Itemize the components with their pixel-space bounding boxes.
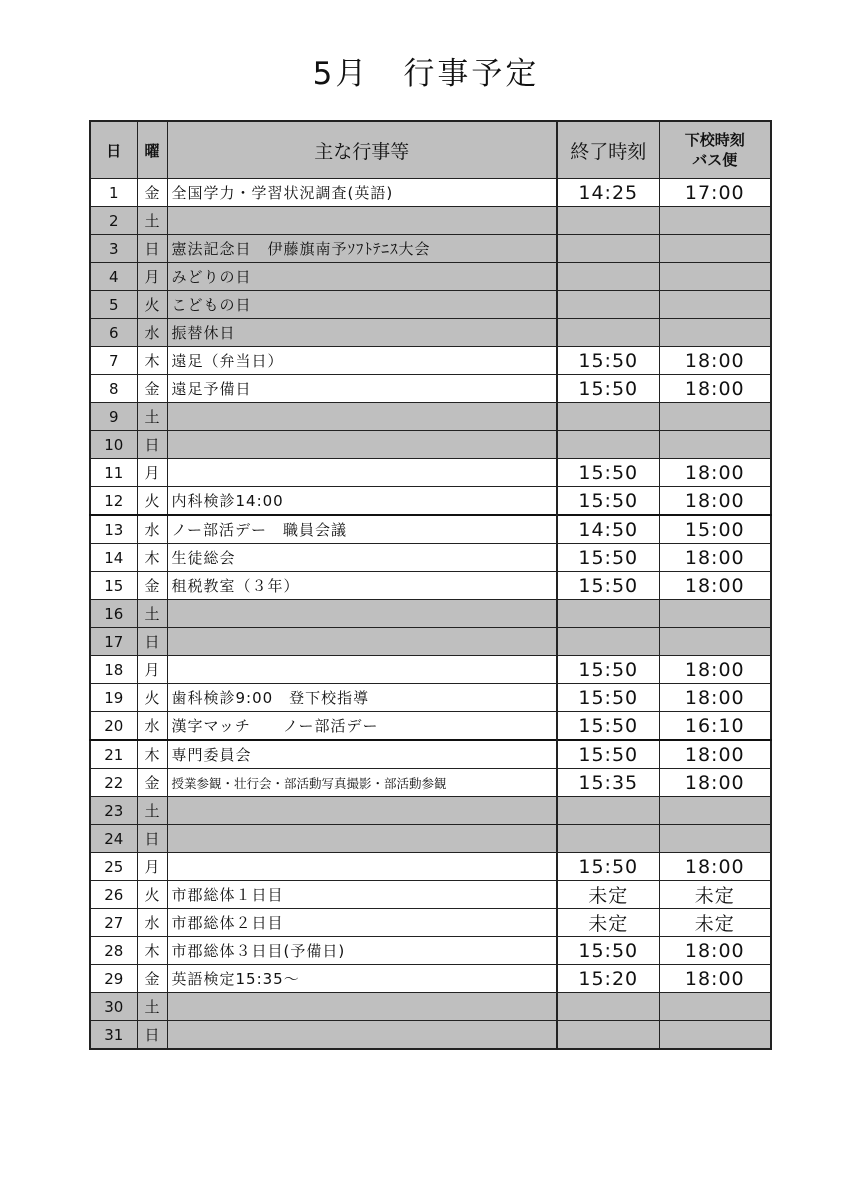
- event-cell: 漢字マッチ ノー部活デー: [167, 712, 557, 741]
- day-cell: 14: [90, 544, 137, 572]
- day-cell: 3: [90, 235, 137, 263]
- event-cell: 歯科検診9:00 登下校指導: [167, 684, 557, 712]
- weekday-cell: 木: [137, 937, 167, 965]
- header-bus-line1: 下校時刻: [684, 131, 745, 149]
- event-cell: 振替休日: [167, 319, 557, 347]
- page-title: 5月 行事予定: [312, 56, 540, 92]
- table-row: [90, 712, 771, 741]
- event-cell: 内科検診14:00: [167, 487, 557, 516]
- day-cell: 17: [90, 628, 137, 656]
- event-cell: [167, 600, 557, 628]
- end-time-cell: [557, 825, 659, 853]
- event-cell: 専門委員会: [167, 740, 557, 769]
- end-time-cell: 15:50: [557, 375, 659, 403]
- day-cell: 29: [90, 965, 137, 993]
- weekday-cell: 日: [137, 628, 167, 656]
- end-time-cell: 15:50: [557, 347, 659, 375]
- weekday-cell: 金: [137, 769, 167, 797]
- schedule-table: [89, 120, 772, 1050]
- end-time-cell: 15:50: [557, 712, 659, 741]
- weekday-cell: 金: [137, 179, 167, 207]
- day-cell: 4: [90, 263, 137, 291]
- event-cell: 租税教室（３年）: [167, 572, 557, 600]
- bus-time-cell: [659, 403, 771, 431]
- header-bus-line2: バス便: [692, 151, 738, 169]
- weekday-cell: 日: [137, 1021, 167, 1050]
- event-cell: 市郡総体３日目(予備日): [167, 937, 557, 965]
- end-time-cell: [557, 431, 659, 459]
- day-cell: 10: [90, 431, 137, 459]
- table-row: [90, 431, 771, 459]
- event-cell: 市郡総体１日目: [167, 881, 557, 909]
- bus-time-cell: 18:00: [659, 656, 771, 684]
- weekday-cell: 土: [137, 993, 167, 1021]
- table-row: [90, 179, 771, 207]
- day-cell: 15: [90, 572, 137, 600]
- day-cell: 16: [90, 600, 137, 628]
- day-cell: 26: [90, 881, 137, 909]
- weekday-cell: 金: [137, 375, 167, 403]
- bus-time-cell: [659, 207, 771, 235]
- bus-time-cell: [659, 431, 771, 459]
- weekday-cell: 金: [137, 572, 167, 600]
- day-cell: 18: [90, 656, 137, 684]
- bus-time-cell: 18:00: [659, 459, 771, 487]
- day-cell: 12: [90, 487, 137, 516]
- event-cell: ノー部活デー 職員会議: [167, 515, 557, 544]
- event-cell: 憲法記念日 伊藤旗南予ｿﾌﾄﾃﾆｽ大会: [167, 235, 557, 263]
- end-time-cell: 15:35: [557, 769, 659, 797]
- table-row: [90, 684, 771, 712]
- header-bus-time: [659, 121, 771, 179]
- end-time-cell: [557, 1021, 659, 1050]
- weekday-cell: 水: [137, 319, 167, 347]
- table-row: [90, 207, 771, 235]
- table-row: [90, 1021, 771, 1050]
- table-row: [90, 544, 771, 572]
- table-row: [90, 993, 771, 1021]
- table-row: [90, 909, 771, 937]
- header-row: [90, 121, 771, 179]
- weekday-cell: 木: [137, 544, 167, 572]
- weekday-cell: 火: [137, 487, 167, 516]
- event-cell: [167, 656, 557, 684]
- day-cell: 19: [90, 684, 137, 712]
- event-cell: こどもの日: [167, 291, 557, 319]
- event-cell: 全国学力・学習状況調査(英語): [167, 179, 557, 207]
- header-day: 日: [90, 121, 137, 179]
- bus-time-cell: 15:00: [659, 515, 771, 544]
- day-cell: 28: [90, 937, 137, 965]
- day-cell: 24: [90, 825, 137, 853]
- weekday-cell: 火: [137, 881, 167, 909]
- table-row: [90, 937, 771, 965]
- end-time-cell: 未定: [557, 909, 659, 937]
- event-cell: [167, 403, 557, 431]
- day-cell: 25: [90, 853, 137, 881]
- header-events: 主な行事等: [167, 121, 557, 179]
- event-cell: 英語検定15:35～: [167, 965, 557, 993]
- table-row: [90, 291, 771, 319]
- table-row: [90, 825, 771, 853]
- end-time-cell: [557, 993, 659, 1021]
- table-row: [90, 403, 771, 431]
- bus-time-cell: 18:00: [659, 769, 771, 797]
- table-row: [90, 375, 771, 403]
- table-row: [90, 235, 771, 263]
- table-row: [90, 740, 771, 769]
- weekday-cell: 水: [137, 712, 167, 741]
- weekday-cell: 日: [137, 431, 167, 459]
- day-cell: 8: [90, 375, 137, 403]
- end-time-cell: [557, 403, 659, 431]
- bus-time-cell: [659, 1021, 771, 1050]
- end-time-cell: 15:50: [557, 544, 659, 572]
- table-row: [90, 853, 771, 881]
- table-row: [90, 797, 771, 825]
- weekday-cell: 木: [137, 740, 167, 769]
- event-cell: 遠足（弁当日）: [167, 347, 557, 375]
- table-row: [90, 600, 771, 628]
- day-cell: 11: [90, 459, 137, 487]
- event-cell: 市郡総体２日目: [167, 909, 557, 937]
- end-time-cell: 15:50: [557, 937, 659, 965]
- end-time-cell: [557, 600, 659, 628]
- weekday-cell: 土: [137, 403, 167, 431]
- weekday-cell: 日: [137, 825, 167, 853]
- bus-time-cell: [659, 263, 771, 291]
- bus-time-cell: 18:00: [659, 853, 771, 881]
- weekday-cell: 火: [137, 684, 167, 712]
- weekday-cell: 日: [137, 235, 167, 263]
- day-cell: 9: [90, 403, 137, 431]
- table-row: [90, 769, 771, 797]
- day-cell: 5: [90, 291, 137, 319]
- end-time-cell: [557, 797, 659, 825]
- weekday-cell: 金: [137, 965, 167, 993]
- weekday-cell: 火: [137, 291, 167, 319]
- end-time-cell: [557, 207, 659, 235]
- weekday-cell: 月: [137, 853, 167, 881]
- table-row: [90, 656, 771, 684]
- bus-time-cell: 18:00: [659, 740, 771, 769]
- end-time-cell: [557, 628, 659, 656]
- end-time-cell: [557, 319, 659, 347]
- header-end-time: 終了時刻: [557, 121, 659, 179]
- bus-time-cell: 18:00: [659, 572, 771, 600]
- event-cell: [167, 825, 557, 853]
- bus-time-cell: 18:00: [659, 375, 771, 403]
- table-row: [90, 459, 771, 487]
- bus-time-cell: 18:00: [659, 684, 771, 712]
- event-cell: [167, 459, 557, 487]
- day-cell: 20: [90, 712, 137, 741]
- table-row: [90, 628, 771, 656]
- end-time-cell: 15:50: [557, 487, 659, 516]
- end-time-cell: 15:50: [557, 684, 659, 712]
- end-time-cell: 15:50: [557, 656, 659, 684]
- end-time-cell: 15:50: [557, 572, 659, 600]
- end-time-cell: 15:20: [557, 965, 659, 993]
- weekday-cell: 月: [137, 263, 167, 291]
- day-cell: 31: [90, 1021, 137, 1050]
- bus-time-cell: 18:00: [659, 487, 771, 516]
- table-row: [90, 881, 771, 909]
- event-cell: [167, 853, 557, 881]
- event-cell: [167, 1021, 557, 1050]
- bus-time-cell: 18:00: [659, 965, 771, 993]
- table-row: [90, 515, 771, 544]
- weekday-cell: 土: [137, 207, 167, 235]
- weekday-cell: 土: [137, 797, 167, 825]
- weekday-cell: 水: [137, 515, 167, 544]
- bus-time-cell: 18:00: [659, 937, 771, 965]
- weekday-cell: 水: [137, 909, 167, 937]
- bus-time-cell: 未定: [659, 909, 771, 937]
- table-row: [90, 965, 771, 993]
- bus-time-cell: [659, 291, 771, 319]
- day-cell: 6: [90, 319, 137, 347]
- event-cell: みどりの日: [167, 263, 557, 291]
- day-cell: 7: [90, 347, 137, 375]
- day-cell: 2: [90, 207, 137, 235]
- end-time-cell: [557, 235, 659, 263]
- end-time-cell: 未定: [557, 881, 659, 909]
- event-cell: [167, 797, 557, 825]
- day-cell: 23: [90, 797, 137, 825]
- bus-time-cell: 未定: [659, 881, 771, 909]
- bus-time-cell: [659, 825, 771, 853]
- weekday-cell: 土: [137, 600, 167, 628]
- weekday-cell: 月: [137, 656, 167, 684]
- end-time-cell: [557, 291, 659, 319]
- event-cell: 遠足予備日: [167, 375, 557, 403]
- bus-time-cell: 18:00: [659, 544, 771, 572]
- table-row: [90, 572, 771, 600]
- end-time-cell: [557, 263, 659, 291]
- header-weekday: 曜: [137, 121, 167, 179]
- event-cell: [167, 431, 557, 459]
- event-cell: 生徒総会: [167, 544, 557, 572]
- day-cell: 1: [90, 179, 137, 207]
- bus-time-cell: [659, 319, 771, 347]
- event-cell: 授業参観・壮行会・部活動写真撮影・部活動参観: [167, 769, 557, 797]
- day-cell: 22: [90, 769, 137, 797]
- weekday-cell: 木: [137, 347, 167, 375]
- bus-time-cell: [659, 235, 771, 263]
- day-cell: 21: [90, 740, 137, 769]
- table-row: [90, 487, 771, 516]
- event-cell: [167, 207, 557, 235]
- bus-time-cell: [659, 628, 771, 656]
- table-row: [90, 263, 771, 291]
- event-cell: [167, 993, 557, 1021]
- table-row: [90, 319, 771, 347]
- bus-time-cell: [659, 797, 771, 825]
- day-cell: 27: [90, 909, 137, 937]
- weekday-cell: 月: [137, 459, 167, 487]
- bus-time-cell: 16:10: [659, 712, 771, 741]
- bus-time-cell: [659, 600, 771, 628]
- bus-time-cell: 17:00: [659, 179, 771, 207]
- day-cell: 13: [90, 515, 137, 544]
- end-time-cell: 15:50: [557, 459, 659, 487]
- event-cell: [167, 628, 557, 656]
- day-cell: 30: [90, 993, 137, 1021]
- bus-time-cell: [659, 993, 771, 1021]
- bus-time-cell: 18:00: [659, 347, 771, 375]
- table-row: [90, 347, 771, 375]
- end-time-cell: 14:25: [557, 179, 659, 207]
- end-time-cell: 15:50: [557, 740, 659, 769]
- schedule-body: [90, 179, 771, 1050]
- end-time-cell: 15:50: [557, 853, 659, 881]
- end-time-cell: 14:50: [557, 515, 659, 544]
